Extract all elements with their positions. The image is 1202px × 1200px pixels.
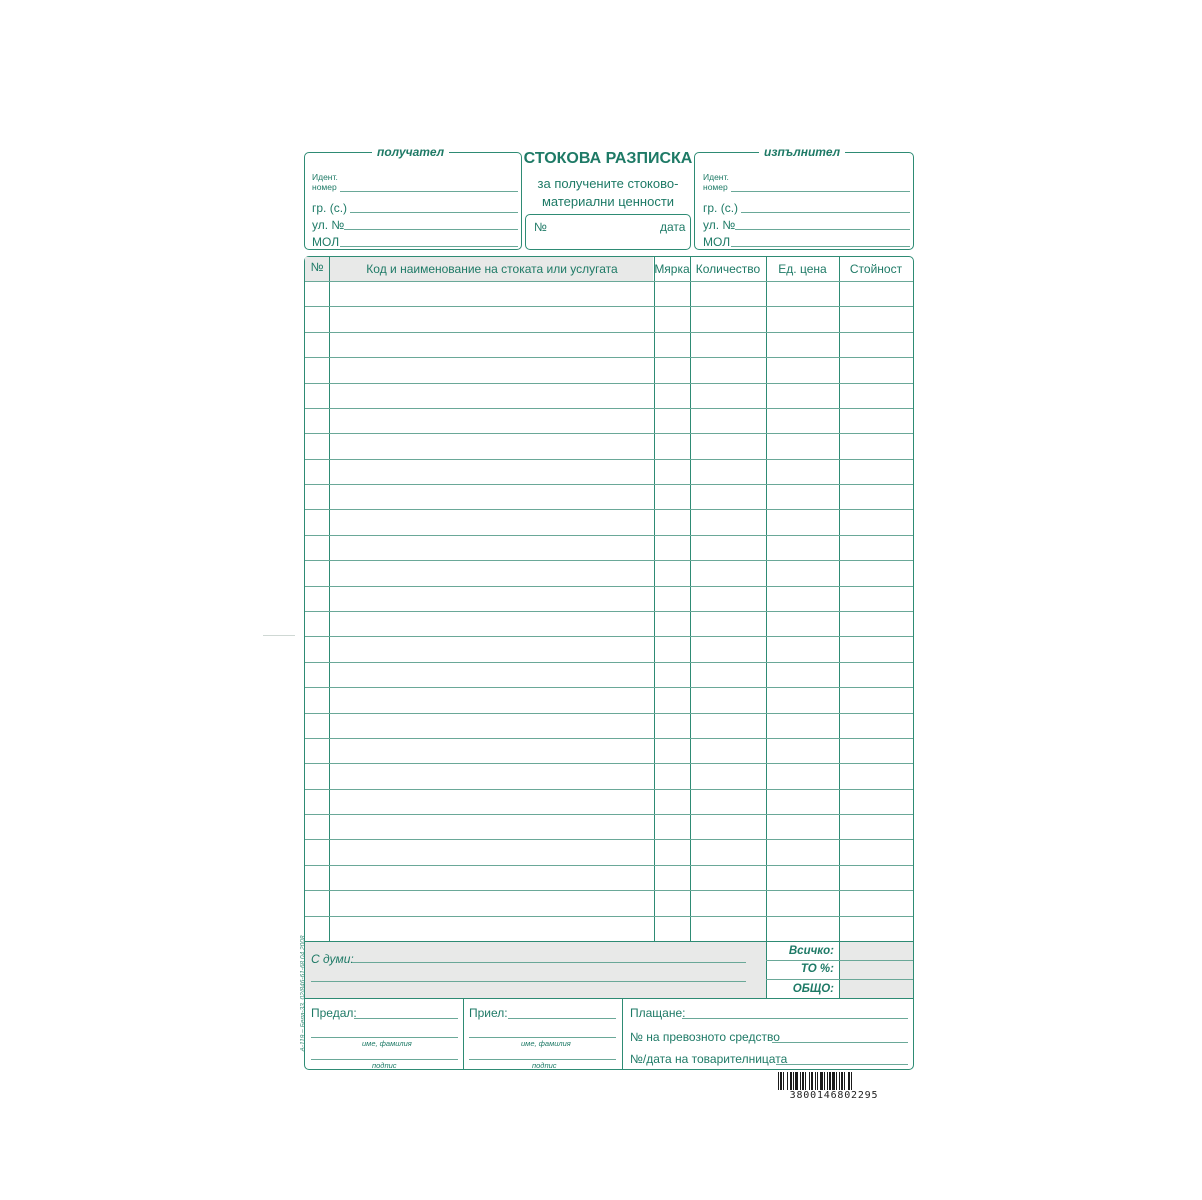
given-name-field[interactable]: [311, 1037, 458, 1038]
words-field-2[interactable]: [311, 981, 746, 982]
header-unit: Мярка: [654, 262, 690, 276]
table-row[interactable]: [305, 433, 913, 459]
recipient-ident-label-1: Идент.: [312, 172, 338, 182]
table-row[interactable]: [305, 357, 913, 383]
header-description: Код и наименование на стоката или услугата: [366, 262, 618, 276]
received-signature-field[interactable]: [469, 1059, 616, 1060]
payment-label: Плащане:: [630, 1006, 686, 1020]
table-row[interactable]: [305, 662, 913, 688]
payment-field[interactable]: [682, 1018, 908, 1019]
contractor-ident-field[interactable]: [731, 191, 910, 192]
header-no: №: [310, 260, 324, 274]
words-area-bg: [305, 941, 766, 998]
bottom-divider-1: [463, 998, 464, 1070]
recipient-city-label: гр. (с.): [312, 201, 348, 215]
table-row[interactable]: [305, 789, 913, 815]
contractor-ident-label-1: Идент.: [703, 172, 729, 182]
header-unit-price: Ед. цена: [778, 262, 827, 276]
table-row[interactable]: [305, 611, 913, 637]
contractor-mol-field[interactable]: [731, 246, 910, 247]
table-row[interactable]: [305, 383, 913, 409]
table-row[interactable]: [305, 814, 913, 840]
table-row[interactable]: [305, 763, 913, 789]
waybill-label: №/дата на товарителницата: [630, 1052, 788, 1066]
recipient-legend: получател: [372, 146, 449, 158]
table-row[interactable]: [305, 713, 913, 739]
table-row[interactable]: [305, 636, 913, 662]
contractor-street-label: ул. №: [703, 218, 736, 232]
received-label: Приел:: [469, 1006, 508, 1020]
contractor-ident-label-2: номер: [703, 182, 728, 192]
totals-bottom-border: [305, 998, 913, 999]
table-row[interactable]: [305, 535, 913, 561]
contractor-legend: изпълнител: [759, 146, 845, 158]
totals-divider-1: [766, 960, 913, 961]
words-label: С думи:: [311, 952, 354, 966]
recipient-mol-field[interactable]: [340, 246, 518, 247]
form-title: СТОКОВА РАЗПИСКА: [523, 150, 693, 167]
words-field-1[interactable]: [352, 962, 746, 963]
recipient-street-label: ул. №: [312, 218, 345, 232]
margin-tick: [263, 635, 295, 636]
received-name-hint: име, фамилия: [521, 1039, 571, 1048]
total-vat-label: ТО %:: [800, 963, 834, 975]
printer-side-text: А-119 – Бела-33, 02/846-61-68 04.2008: [299, 935, 307, 1052]
received-field[interactable]: [508, 1018, 616, 1019]
given-signature-field[interactable]: [311, 1059, 458, 1060]
table-row[interactable]: [305, 865, 913, 891]
table-row[interactable]: [305, 687, 913, 713]
recipient-mol-label: МОЛ: [312, 235, 340, 249]
header-value: Стойност: [849, 262, 903, 276]
table-row[interactable]: [305, 586, 913, 612]
form-subtitle-2: материални ценности: [541, 194, 675, 209]
table-row[interactable]: [305, 306, 913, 332]
date-label: дата: [660, 220, 686, 234]
barcode-digits: 3800146802295: [772, 1090, 896, 1101]
given-signature-hint: подпис: [372, 1061, 397, 1070]
totals-divider-2: [766, 979, 913, 980]
bottom-divider-2: [622, 998, 623, 1070]
totals-value-bg: [840, 941, 913, 998]
table-row[interactable]: [305, 560, 913, 586]
recipient-ident-label-2: номер: [312, 182, 337, 192]
table-row[interactable]: [305, 332, 913, 358]
contractor-street-field[interactable]: [735, 229, 910, 230]
vehicle-label: № на превозното средство: [630, 1030, 780, 1044]
number-label: №: [534, 220, 547, 234]
received-signature-hint: подпис: [532, 1061, 557, 1070]
contractor-mol-label: МОЛ: [703, 235, 731, 249]
received-name-field[interactable]: [469, 1037, 616, 1038]
table-row[interactable]: [305, 509, 913, 535]
contractor-city-field[interactable]: [741, 212, 910, 213]
table-row[interactable]: [305, 459, 913, 485]
header-quantity: Количество: [695, 262, 761, 276]
table-row[interactable]: [305, 484, 913, 510]
given-field[interactable]: [354, 1018, 458, 1019]
words-top-border: [305, 941, 913, 942]
table-row[interactable]: [305, 890, 913, 916]
table-row[interactable]: [305, 839, 913, 865]
contractor-city-label: гр. (с.): [703, 201, 739, 215]
table-row[interactable]: [305, 916, 913, 942]
vehicle-field[interactable]: [772, 1042, 908, 1043]
total-grand-label: ОБЩО:: [792, 983, 834, 995]
recipient-city-field[interactable]: [350, 212, 518, 213]
given-name-hint: име, фамилия: [362, 1039, 412, 1048]
recipient-street-field[interactable]: [344, 229, 518, 230]
form-subtitle-1: за получените стоково-: [537, 176, 679, 191]
total-all-label: Всичко:: [788, 945, 834, 957]
table-row[interactable]: [305, 408, 913, 434]
waybill-field[interactable]: [776, 1064, 908, 1065]
given-label: Предал:: [311, 1006, 357, 1020]
table-row[interactable]: [305, 738, 913, 764]
table-row[interactable]: [305, 281, 913, 307]
recipient-ident-field[interactable]: [340, 191, 518, 192]
